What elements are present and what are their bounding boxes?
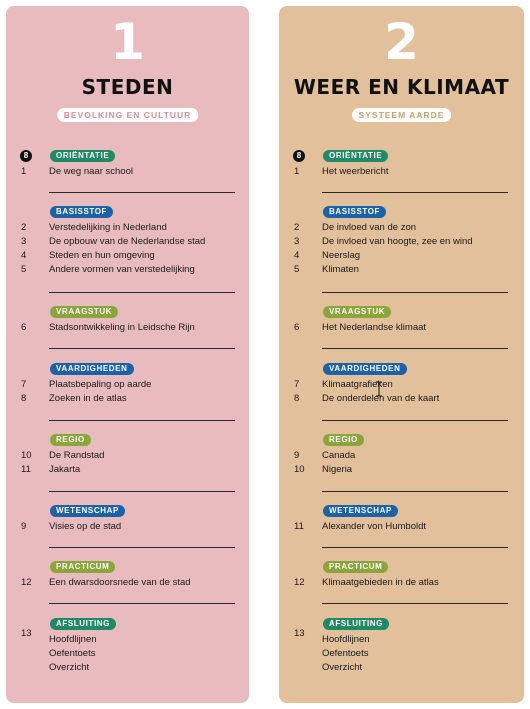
list-item[interactable] xyxy=(279,321,524,335)
section-badge: VAARDIGHEDEN xyxy=(50,363,134,375)
item-number: 7 xyxy=(294,379,300,390)
divider xyxy=(49,491,235,492)
chapter-number: 2 xyxy=(384,13,419,71)
section-badge: REGIO xyxy=(323,434,364,446)
item-number: 12 xyxy=(294,577,305,588)
item-title: De invloed van de zon xyxy=(322,222,417,233)
list-item[interactable] xyxy=(6,463,249,477)
chapter-subtitle: BEVOLKING EN CULTUUR xyxy=(57,108,199,122)
item-title: Andere vormen van verstedelijking xyxy=(49,264,195,275)
section-badge: PRACTICUM xyxy=(50,561,115,573)
divider xyxy=(322,603,508,604)
list-item[interactable] xyxy=(6,165,249,179)
item-number: 8 xyxy=(21,393,27,404)
item-title: De Randstad xyxy=(49,450,105,461)
item-number: 5 xyxy=(294,264,300,275)
chapter-card-steden xyxy=(6,6,249,703)
item-number: 11 xyxy=(21,464,31,475)
item-number: 2 xyxy=(294,222,300,233)
section-badge: BASISSTOF xyxy=(323,206,386,218)
section-badge: ORIËNTATIE xyxy=(50,150,115,162)
item-title: De onderdelen van de kaart xyxy=(322,393,440,404)
item-number: 10 xyxy=(21,450,32,461)
item-number: 1 xyxy=(294,166,300,177)
divider xyxy=(322,292,508,293)
chapter-card-weer-en-klimaat xyxy=(279,6,524,703)
item-title: Klimaatgebieden in de atlas xyxy=(322,577,439,588)
item-title: De weg naar school xyxy=(49,166,133,177)
divider xyxy=(49,420,235,421)
item-number: 4 xyxy=(21,250,27,261)
section-badge: AFSLUITING xyxy=(50,618,116,630)
text-cursor-icon xyxy=(374,381,384,397)
item-title: Alexander von Humboldt xyxy=(322,521,427,532)
divider xyxy=(49,292,235,293)
item-title: Canada xyxy=(322,450,356,461)
orientation-marker-icon: 8 xyxy=(293,150,305,162)
section-badge: VRAAGSTUK xyxy=(50,306,118,318)
section-badge: VRAAGSTUK xyxy=(323,306,391,318)
item-title: Het weerbericht xyxy=(322,166,389,177)
item-number: 9 xyxy=(294,450,300,461)
list-item[interactable] xyxy=(279,263,524,277)
item-title: Oefentoets xyxy=(49,648,96,659)
item-title: Overzicht xyxy=(322,662,363,673)
item-number: 6 xyxy=(21,322,27,333)
item-number: 6 xyxy=(294,322,300,333)
item-title: Klimaatgrafieken xyxy=(322,379,393,390)
item-number: 1 xyxy=(21,166,27,177)
item-title: Hoofdlijnen xyxy=(49,634,97,645)
section-badge: PRACTICUM xyxy=(323,561,388,573)
divider xyxy=(322,491,508,492)
list-item[interactable] xyxy=(279,235,524,249)
item-number: 7 xyxy=(21,379,27,390)
divider xyxy=(49,192,235,193)
section-badge: WETENSCHAP xyxy=(323,505,398,517)
orientation-marker-icon: 8 xyxy=(20,150,32,162)
section-badge: AFSLUITING xyxy=(323,618,389,630)
list-item[interactable] xyxy=(279,661,524,675)
list-item[interactable] xyxy=(6,576,249,590)
item-title: Neerslag xyxy=(322,250,361,261)
list-item[interactable] xyxy=(6,249,249,263)
list-item[interactable] xyxy=(6,221,249,235)
item-title: Het Nederlandse klimaat xyxy=(322,322,427,333)
list-item[interactable] xyxy=(279,221,524,235)
item-title: Nigeria xyxy=(322,464,353,475)
item-title: Jakarta xyxy=(49,464,81,475)
item-title: Klimaten xyxy=(322,264,359,275)
list-item[interactable] xyxy=(279,463,524,477)
list-item[interactable] xyxy=(6,321,249,335)
item-title: Een dwarsdoorsnede van de stad xyxy=(49,577,191,588)
item-title: Overzicht xyxy=(49,662,90,673)
item-number: 3 xyxy=(21,236,27,247)
divider xyxy=(322,547,508,548)
item-title: De invloed van hoogte, zee en wind xyxy=(322,236,473,247)
item-number: 12 xyxy=(21,577,32,588)
section-badge: ORIËNTATIE xyxy=(323,150,388,162)
list-item[interactable] xyxy=(279,249,524,263)
section-badge: REGIO xyxy=(50,434,91,446)
chapter-subtitle: SYSTEEM AARDE xyxy=(352,108,452,122)
item-title: Oefentoets xyxy=(322,648,369,659)
list-item[interactable] xyxy=(279,576,524,590)
item-number: 13 xyxy=(294,628,305,639)
item-title: Visies op de stad xyxy=(49,521,122,532)
list-item[interactable] xyxy=(6,378,249,392)
list-item[interactable] xyxy=(279,647,524,661)
list-item[interactable] xyxy=(6,520,249,534)
item-number: 5 xyxy=(21,264,27,275)
section-badge: VAARDIGHEDEN xyxy=(323,363,407,375)
list-item[interactable] xyxy=(6,263,249,277)
list-item[interactable] xyxy=(279,165,524,179)
item-title: Hoofdlijnen xyxy=(322,634,370,645)
section-badge: WETENSCHAP xyxy=(50,505,125,517)
item-number: 9 xyxy=(21,521,27,532)
item-title: Zoeken in de atlas xyxy=(49,393,127,404)
item-number: 8 xyxy=(294,393,300,404)
item-number: 2 xyxy=(21,222,27,233)
list-item[interactable] xyxy=(279,392,524,406)
divider xyxy=(322,192,508,193)
item-number: 11 xyxy=(294,521,304,532)
list-item[interactable] xyxy=(6,661,249,675)
item-title: De opbouw van de Nederlandse stad xyxy=(49,236,206,247)
list-item[interactable] xyxy=(6,449,249,463)
list-item[interactable] xyxy=(6,235,249,249)
section-badge: BASISSTOF xyxy=(50,206,113,218)
item-number: 13 xyxy=(21,628,32,639)
item-number: 3 xyxy=(294,236,300,247)
divider xyxy=(49,547,235,548)
item-title: Verstedelijking in Nederland xyxy=(49,222,167,233)
chapter-title: STEDEN xyxy=(81,75,174,99)
divider xyxy=(49,348,235,349)
item-title: Plaatsbepaling op aarde xyxy=(49,379,152,390)
list-item[interactable] xyxy=(6,633,249,647)
chapter-number: 1 xyxy=(110,13,145,71)
item-title: Steden en hun omgeving xyxy=(49,250,155,261)
list-item[interactable] xyxy=(6,392,249,406)
divider xyxy=(322,420,508,421)
list-item[interactable] xyxy=(279,633,524,647)
item-title: Stadsontwikkeling in Leidsche Rijn xyxy=(49,322,195,333)
item-number: 4 xyxy=(294,250,300,261)
list-item[interactable] xyxy=(6,647,249,661)
list-item[interactable] xyxy=(279,378,524,392)
chapter-title: WEER EN KLIMAAT xyxy=(293,75,510,99)
divider xyxy=(49,603,235,604)
item-number: 10 xyxy=(294,464,305,475)
list-item[interactable] xyxy=(279,449,524,463)
divider xyxy=(322,348,508,349)
list-item[interactable] xyxy=(279,520,524,534)
